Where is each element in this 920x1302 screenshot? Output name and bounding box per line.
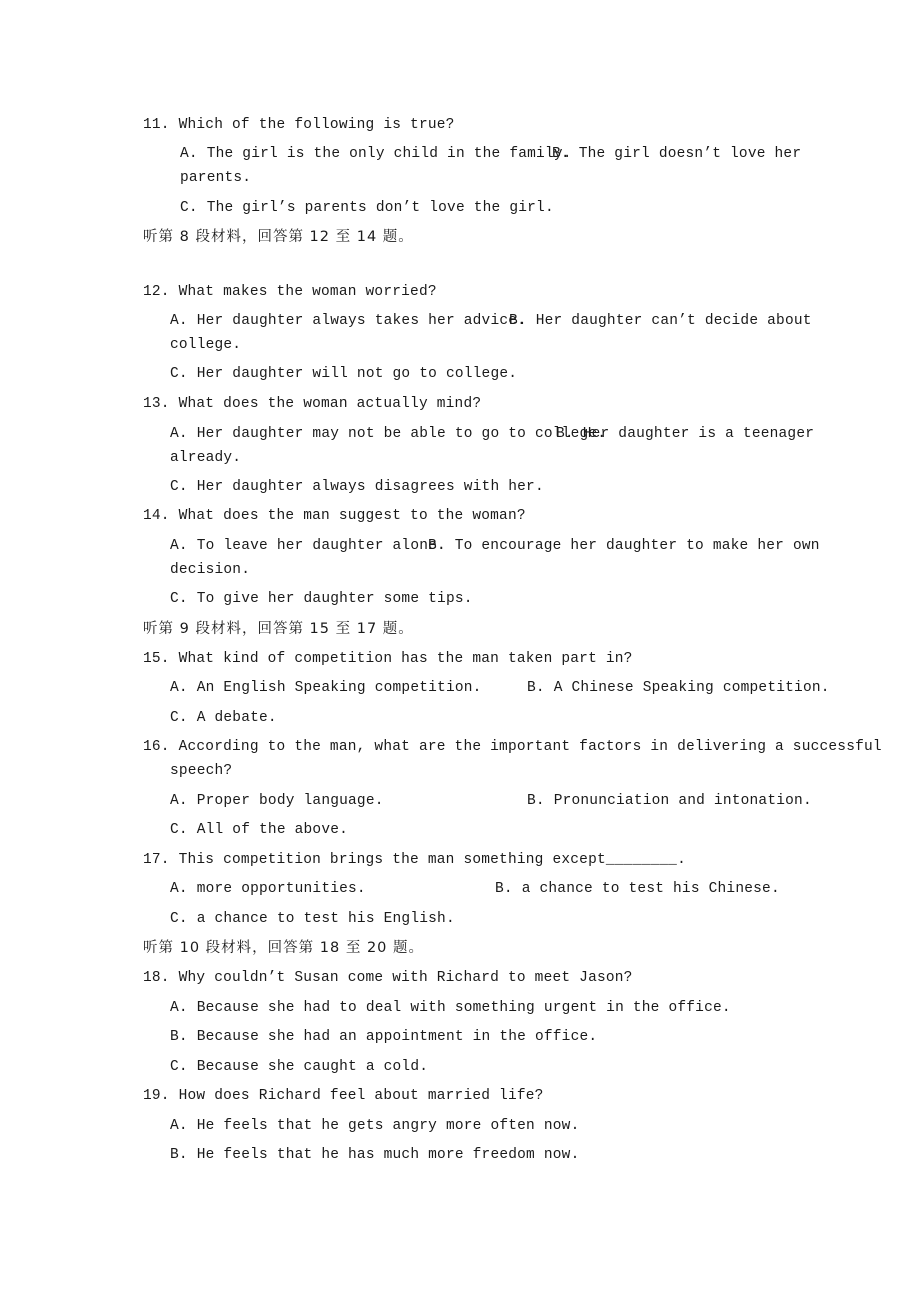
question-18-option-c: C. Because she caught a cold. bbox=[170, 1059, 429, 1075]
question-18-option-b: B. Because she had an appointment in the office. bbox=[170, 1029, 598, 1045]
question-14-option-b-continued: decision. bbox=[170, 562, 251, 578]
question-15-option-b: B. A Chinese Speaking competition. bbox=[527, 680, 830, 696]
question-17-option-c: C. a chance to test his English. bbox=[170, 911, 455, 927]
section-10-instruction: 听第 10 段材料，回答第 18 至 20 题。 bbox=[143, 940, 425, 956]
question-11-stem: 11. Which of the following is true? bbox=[143, 117, 455, 133]
question-12-stem: 12. What makes the woman worried? bbox=[143, 284, 437, 300]
question-14-option-b: B. To encourage her daughter to make her own bbox=[428, 538, 820, 554]
question-11-option-b: B. The girl doesn’t love her bbox=[552, 146, 802, 162]
question-13-stem: 13. What does the woman actually mind? bbox=[143, 396, 482, 412]
question-11-option-c: C. The girl’s parents don’t love the girl. bbox=[180, 200, 554, 216]
question-13-option-c: C. Her daughter always disagrees with her. bbox=[170, 479, 544, 495]
question-13-option-b: B. Her daughter is a teenager bbox=[556, 426, 815, 442]
question-16-stem-continued: speech? bbox=[170, 763, 233, 779]
question-18-option-a: A. Because she had to deal with something urgent in the office. bbox=[170, 1000, 731, 1016]
question-15-option-a: A. An English Speaking competition. bbox=[170, 680, 482, 696]
question-12-option-c: C. Her daughter will not go to college. bbox=[170, 366, 518, 382]
question-17-option-b: B. a chance to test his Chinese. bbox=[495, 881, 780, 897]
question-15-option-c: C. A debate. bbox=[170, 710, 277, 726]
question-16-option-a: A. Proper body language. bbox=[170, 793, 384, 809]
question-12-option-a: A. Her daughter always takes her advice. bbox=[170, 313, 527, 329]
question-14-option-c: C. To give her daughter some tips. bbox=[170, 591, 473, 607]
question-14-stem: 14. What does the man suggest to the woman? bbox=[143, 508, 526, 524]
question-15-stem: 15. What kind of competition has the man taken part in? bbox=[143, 651, 633, 667]
question-16-option-c: C. All of the above. bbox=[170, 822, 349, 838]
question-18-stem: 18. Why couldn’t Susan come with Richard to meet Jason? bbox=[143, 970, 633, 986]
question-19-option-b: B. He feels that he has much more freedom now. bbox=[170, 1147, 580, 1163]
question-14-option-a: A. To leave her daughter alone. bbox=[170, 538, 446, 554]
question-16-stem: 16. According to the man, what are the important factors in delivering a successful bbox=[143, 739, 882, 755]
question-17-option-a: A. more opportunities. bbox=[170, 881, 366, 897]
question-13-option-a: A. Her daughter may not be able to go to college. bbox=[170, 426, 607, 442]
question-12-option-b: B. Her daughter can’t decide about bbox=[509, 313, 812, 329]
question-11-option-a: A. The girl is the only child in the family. bbox=[180, 146, 572, 162]
question-19-option-a: A. He feels that he gets angry more often now. bbox=[170, 1118, 580, 1134]
question-19-stem: 19. How does Richard feel about married life? bbox=[143, 1088, 544, 1104]
question-17-stem: 17. This competition brings the man something except________. bbox=[143, 852, 686, 868]
question-11-option-b-continued: parents. bbox=[180, 170, 252, 186]
question-16-option-b: B. Pronunciation and intonation. bbox=[527, 793, 812, 809]
section-9-instruction: 听第 9 段材料，回答第 15 至 17 题。 bbox=[143, 621, 414, 637]
question-12-option-b-continued: college. bbox=[170, 337, 242, 353]
question-13-option-b-continued: already. bbox=[170, 450, 242, 466]
section-8-instruction: 听第 8 段材料，回答第 12 至 14 题。 bbox=[143, 229, 414, 245]
